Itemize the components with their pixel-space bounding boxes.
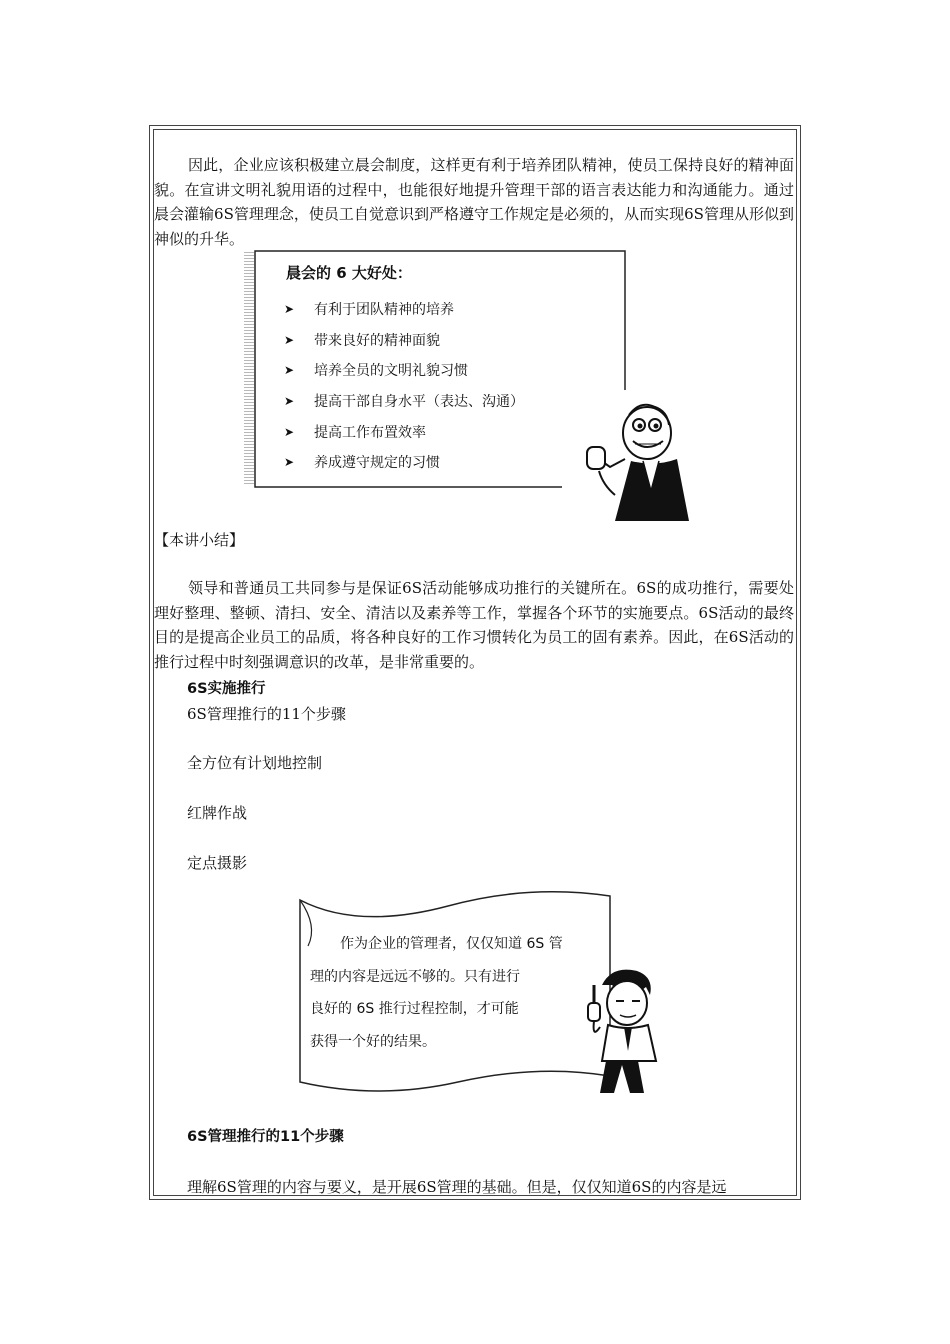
benefit-item: ➤ 养成遵守规定的习惯 [284,455,440,472]
arrow-bullet-icon: ➤ [284,332,295,347]
benefits-title: 晨会的 6 大好处： [286,264,412,282]
arrow-bullet-icon: ➤ [284,302,295,317]
summary-heading: 【本讲小结】 [154,531,245,549]
last-paragraph: 理解6S管理的内容与要义，是开展6S管理的基础。但是，仅仅知道6S的内容是远 [187,1178,727,1196]
summary-paragraph: 领导和普通员工共同参与是保证6S活动能够成功推行的关键所在。6S的成功推行，需要处理好整理、整顿、清扫、安全、清洁以及素养等工作，掌握各个环节的实施要点。6S活动的最终目的是提高企业员工的品质，将各种良好的工作习惯转化为员工的固有素养。因此，在6S活动的推行过程中时刻强调意识的改革，是非常重要的。 [154,579,794,671]
benefit-item: ➤ 带来良好的精神面貌 [284,332,440,349]
arrow-bullet-icon: ➤ [284,455,295,470]
benefit-item: ➤ 提高工作布置效率 [284,424,426,441]
manager-man-illustration [572,965,672,1100]
outline-item-fixed-photo: 定点摄影 [187,854,248,872]
scroll-quote [310,928,610,1059]
scroll-quote-line: 获得一个好的结果。 [310,1034,436,1051]
benefit-item: ➤ 培养全员的文明礼貌习惯 [284,363,468,380]
outline-item-red-tag: 红牌作战 [187,804,248,822]
paragraph-morning-meeting: 因此，企业应该积极建立晨会制度，这样更有利于培养团队精神，使员工保持良好的精神面貌。在宣讲文明礼貌用语的过程中，也能很好地提升管理干部的语言表达能力和沟通能力。通过晨会灌输6S管理理念，使员工自觉意识到严格遵守工作规定是必须的，从而实现6S管理从形似到神似的升华。 [154,156,794,248]
benefits-box [254,250,626,488]
scroll-quote-line: 良好的 6S 推行过程控制，才可能 [310,1001,519,1018]
scroll-quote-line: 作为企业的管理者，仅仅知道 6S 管 [340,936,563,952]
subsection-title: 6S管理推行的11个步骤 [187,1129,344,1145]
arrow-bullet-icon: ➤ [284,363,295,378]
scroll-quote-line: 理的内容是远远不够的。只有进行 [310,968,520,985]
arrow-bullet-icon: ➤ [284,424,295,439]
arrow-bullet-icon: ➤ [284,394,295,409]
outline-item-control: 全方位有计划地控制 [187,754,323,772]
pointing-man-illustration [585,395,695,525]
benefits-list [284,294,524,478]
box-shadow-hatch [244,252,254,484]
benefit-item: ➤ 有利于团队精神的培养 [284,302,454,319]
outline-item-steps: 6S管理推行的11个步骤 [187,705,346,723]
section-title: 6S实施推行 [187,681,266,697]
benefit-item: ➤ 提高干部自身水平（表达、沟通） [284,394,524,411]
